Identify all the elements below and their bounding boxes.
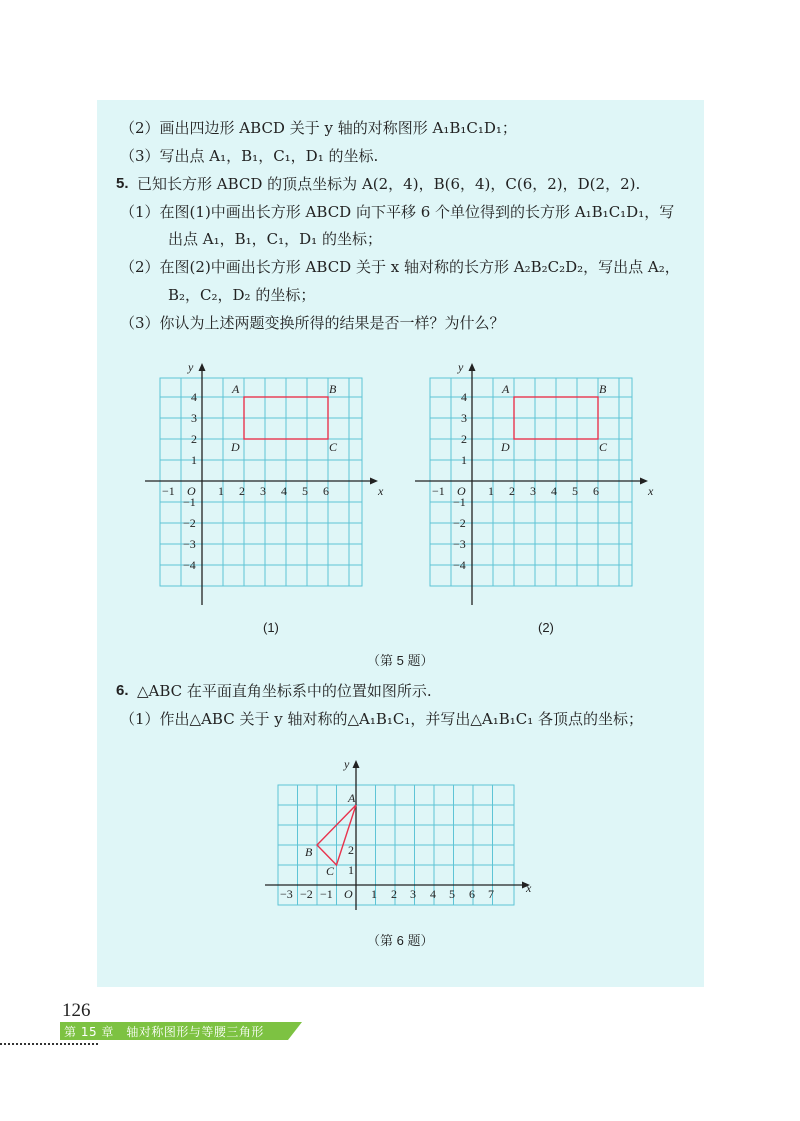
- origin-label: O: [187, 484, 196, 498]
- q5-part3: （3）你认为上述两题变换所得的结果是否一样？为什么？: [120, 314, 505, 332]
- y-axis-label: y: [188, 360, 194, 374]
- point-a-label: A: [232, 382, 240, 396]
- y-tick: −2: [453, 516, 466, 530]
- y-tick: 2: [348, 843, 354, 857]
- origin-label: O: [457, 484, 466, 498]
- figure-5-1: [140, 350, 400, 610]
- y-tick: −2: [183, 516, 196, 530]
- y-tick: −4: [453, 558, 466, 572]
- point-d-label: D: [231, 440, 240, 454]
- grid: [430, 378, 632, 586]
- point-b-label: B: [329, 382, 337, 396]
- dotted-rule: [0, 1043, 98, 1045]
- point-a-label: A: [502, 382, 510, 396]
- figure-5-caption: （第 5 题）: [367, 653, 434, 668]
- figure-5-2: [410, 350, 670, 610]
- x-tick: 3: [260, 484, 266, 498]
- x-axis-label: x: [526, 881, 532, 895]
- y-tick: 3: [461, 411, 467, 425]
- q6-stem: △ABC 在平面直角坐标系中的位置如图所示.: [137, 682, 432, 700]
- q5-part1-line2: 出点 A₁，B₁，C₁，D₁ 的坐标；: [168, 230, 382, 248]
- q5-number: 5.: [116, 175, 129, 192]
- q6-part1: （1）作出△ABC 关于 y 轴对称的△A₁B₁C₁，并写出△A₁B₁C₁ 各顶点的坐标；: [120, 710, 644, 728]
- x-tick: 2: [239, 484, 245, 498]
- y-tick: −4: [183, 558, 196, 572]
- x-axis-label: x: [648, 484, 654, 498]
- figure-6: [260, 750, 540, 915]
- x-tick: 6: [593, 484, 599, 498]
- q6-number: 6.: [116, 682, 129, 699]
- q5-stem: 已知长方形 ABCD 的顶点坐标为 A(2，4)，B(6，4)，C(6，2)，D(2，2).: [137, 175, 641, 193]
- point-c-label: C: [329, 440, 338, 454]
- point-b-label: B: [305, 845, 313, 859]
- x-tick: 4: [430, 887, 436, 901]
- figure-1-label: (1): [263, 620, 279, 635]
- x-tick: 6: [469, 887, 475, 901]
- x-tick: −3: [280, 887, 293, 901]
- y-tick: −3: [183, 537, 196, 551]
- y-axis-label: y: [344, 757, 350, 771]
- chapter-title: 第 15 章 轴对称图形与等腰三角形: [64, 1025, 264, 1039]
- x-tick: 5: [302, 484, 308, 498]
- page-number: 126: [62, 1000, 91, 1021]
- point-a-label: A: [348, 791, 356, 805]
- x-tick: 2: [509, 484, 515, 498]
- x-tick: −1: [162, 484, 175, 498]
- y-tick: −1: [453, 495, 466, 509]
- q5-part1-line1: （1）在图(1)中画出长方形 ABCD 向下平移 6 个单位得到的长方形 A₁B₁C₁D₁，写: [120, 203, 675, 221]
- point-d-label: D: [501, 440, 510, 454]
- y-tick: 2: [461, 432, 467, 446]
- y-tick: 3: [191, 411, 197, 425]
- x-tick: 4: [551, 484, 557, 498]
- x-tick: −2: [300, 887, 313, 901]
- x-tick: 6: [323, 484, 329, 498]
- figure-6-caption: （第 6 题）: [367, 933, 434, 948]
- x-axis-label: x: [378, 484, 384, 498]
- x-tick: 1: [218, 484, 224, 498]
- point-c-label: C: [599, 440, 608, 454]
- point-b-label: B: [599, 382, 607, 396]
- x-tick: −1: [432, 484, 445, 498]
- y-tick: 1: [191, 453, 197, 467]
- y-tick: −3: [453, 537, 466, 551]
- x-tick: 1: [488, 484, 494, 498]
- figure-2-label: (2): [538, 620, 554, 635]
- grid: [160, 378, 362, 586]
- x-tick: 7: [488, 887, 494, 901]
- y-tick: 1: [348, 863, 354, 877]
- x-tick: 4: [281, 484, 287, 498]
- y-tick: −1: [183, 495, 196, 509]
- y-tick: 4: [461, 390, 467, 404]
- point-c-label: C: [326, 864, 335, 878]
- x-tick: 1: [371, 887, 377, 901]
- y-tick: 1: [461, 453, 467, 467]
- q4-part2: （2）画出四边形 ABCD 关于 y 轴的对称图形 A₁B₁C₁D₁；: [120, 119, 517, 137]
- x-tick: 5: [449, 887, 455, 901]
- x-tick: 3: [530, 484, 536, 498]
- q5-part2-line1: （2）在图(2)中画出长方形 ABCD 关于 x 轴对称的长方形 A₂B₂C₂D₂，写出点 A₂，: [120, 258, 680, 276]
- y-axis-label: y: [458, 360, 464, 374]
- x-tick: −1: [320, 887, 333, 901]
- q5-part2-line2: B₂，C₂，D₂ 的坐标；: [168, 286, 316, 304]
- origin-label: O: [344, 887, 353, 901]
- q4-part3: （3）写出点 A₁，B₁，C₁，D₁ 的坐标.: [120, 147, 379, 165]
- x-tick: 5: [572, 484, 578, 498]
- y-tick: 2: [191, 432, 197, 446]
- y-tick: 4: [191, 390, 197, 404]
- x-tick: 3: [410, 887, 416, 901]
- x-tick: 2: [391, 887, 397, 901]
